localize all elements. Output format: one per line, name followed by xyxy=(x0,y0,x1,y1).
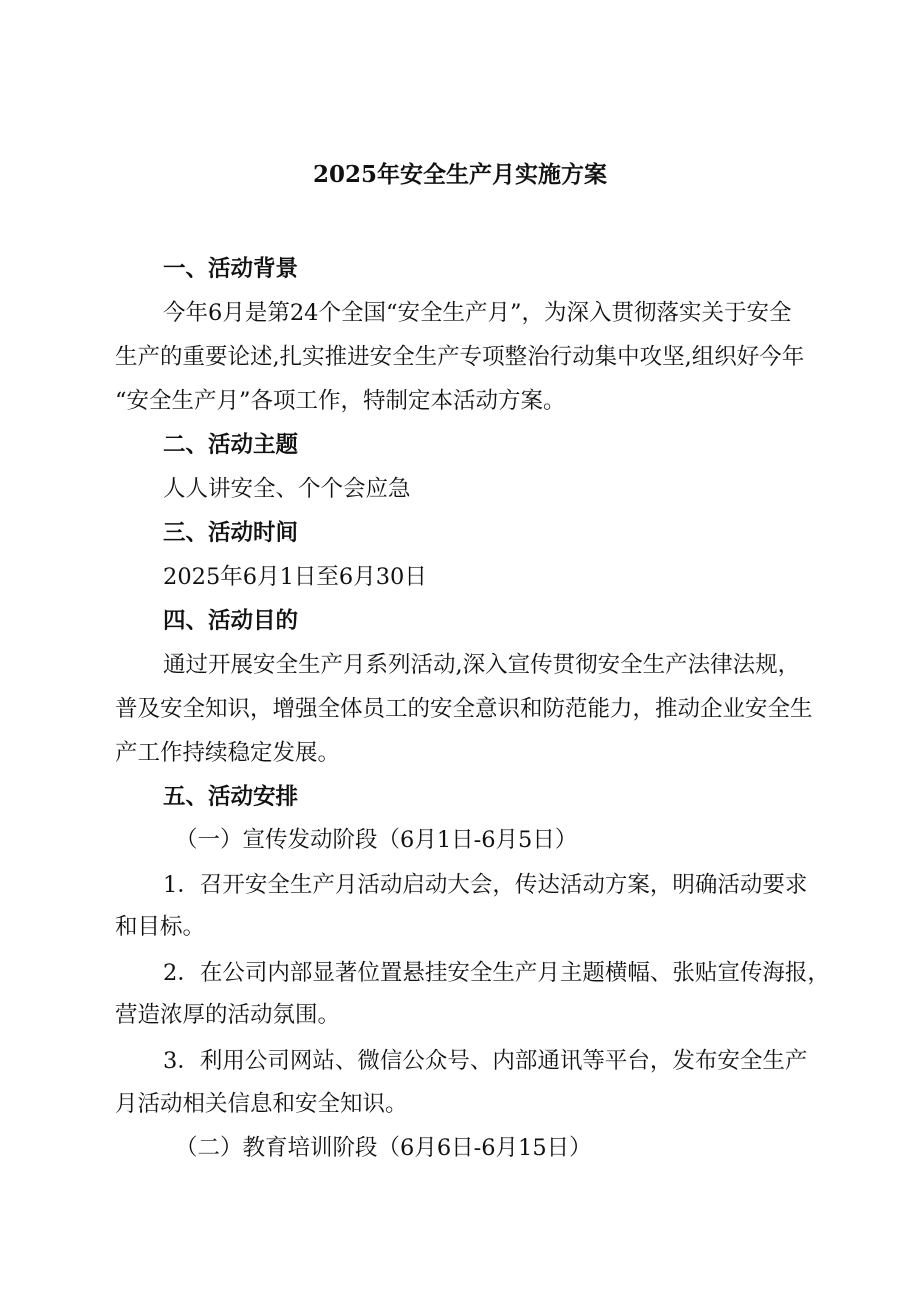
paragraph-line: 生产的重要论述,扎实推进安全生产专项整治行动集中攻坚,组织好今年 xyxy=(115,344,805,370)
section-heading-theme: 二、活动主题 xyxy=(163,432,299,458)
paragraph-line: 通过开展安全生产月系列活动,深入宣传贯彻安全生产法律法规， xyxy=(163,652,801,678)
theme-text: 人人讲安全、个个会应急 xyxy=(163,476,411,502)
paragraph-line: “安全生产月”各项工作，特制定本活动方案。 xyxy=(115,388,566,414)
paragraph-line: 今年6月是第24个全国“安全生产月”，为深入贯彻落实关于安全 xyxy=(163,300,792,326)
paragraph-line: 普及安全知识，增强全体员工的安全意识和防范能力，推动企业安全生 xyxy=(115,696,813,722)
list-item-line: 3．利用公司网站、微信公众号、内部通讯等平台，发布安全生产 xyxy=(163,1048,808,1074)
section-heading-purpose: 四、活动目的 xyxy=(163,608,299,634)
section-heading-arrangement: 五、活动安排 xyxy=(163,784,299,810)
list-item-line: 和目标。 xyxy=(115,914,206,940)
list-item-line: 1．召开安全生产月活动启动大会，传达活动方案，明确活动要求 xyxy=(163,872,808,898)
time-text: 2025年6月1日至6月30日 xyxy=(163,564,427,590)
phase-title: （二）教育培训阶段（6月6日-6月15日） xyxy=(175,1135,592,1161)
paragraph-line: 产工作持续稳定发展。 xyxy=(115,740,341,766)
section-heading-time: 三、活动时间 xyxy=(163,520,299,546)
list-item-line: 2．在公司内部显著位置悬挂安全生产月主题横幅、张贴宣传海报， xyxy=(163,960,830,986)
list-item-line: 营造浓厚的活动氛围。 xyxy=(115,1002,341,1028)
phase-title: （一）宣传发动阶段（6月1日-6月5日） xyxy=(175,827,578,853)
document-title: 2025年安全生产月实施方案 xyxy=(312,161,607,188)
section-heading-background: 一、活动背景 xyxy=(163,256,299,282)
list-item-line: 月活动相关信息和安全知识。 xyxy=(115,1091,408,1117)
